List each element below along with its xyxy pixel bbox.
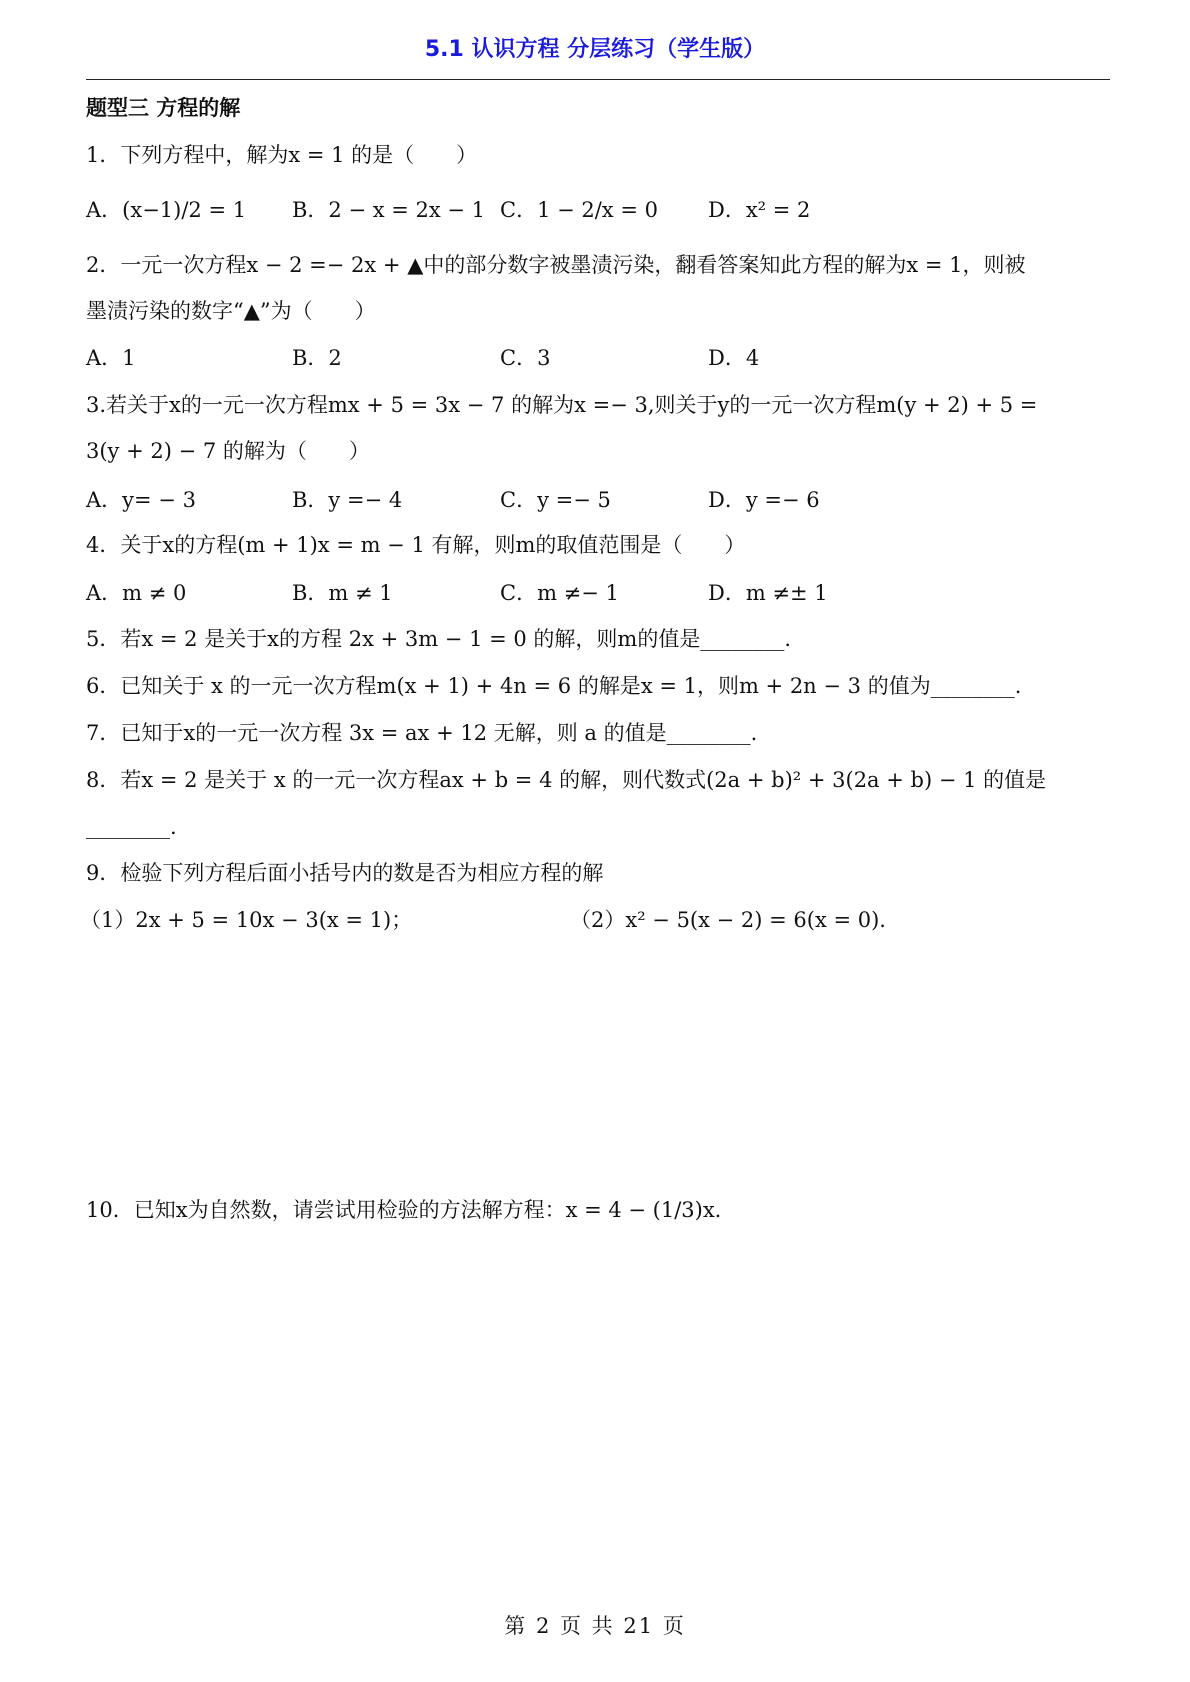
question-10-stem: 10．已知x为自然数，请尝试用检验的方法解方程：x = 4 − (1/3)x. <box>86 1198 722 1222</box>
question-1-option-b: B．2 − x = 2x − 1 <box>292 198 486 222</box>
question-4-stem: 4．关于x的方程(m + 1)x = m − 1 有解，则m的取值范围是（ ） <box>86 533 746 557</box>
page-header-title: 5.1 认识方程 分层练习（学生版） <box>424 37 766 62</box>
question-3-stem-line-1: 3.若关于x的一元一次方程mx + 5 = 3x − 7 的解为x =− 3,则关于y的一元一次方程m(y + 2) + 5 = <box>86 393 1038 417</box>
question-9-part-2: （2）x² − 5(x − 2) = 6(x = 0). <box>570 908 886 932</box>
question-1-option-c: C．1 − 2/x = 0 <box>500 198 658 222</box>
question-4-option-b: B．m ≠ 1 <box>292 581 393 605</box>
question-3-option-b: B．y =− 4 <box>292 488 403 512</box>
page-footer: 第 2 页 共 21 页 <box>504 1614 686 1638</box>
question-9-stem: 9．检验下列方程后面小括号内的数是否为相应方程的解 <box>86 861 604 885</box>
question-1-stem: 1．下列方程中，解为x = 1 的是（ ） <box>86 143 478 167</box>
question-2-stem-line-2: 墨渍污染的数字“▲”为（ ） <box>86 299 376 323</box>
question-4-option-a: A．m ≠ 0 <box>86 581 187 605</box>
question-7-stem: 7．已知于x的一元一次方程 3x = ax + 12 无解，则 a 的值是________. <box>86 721 758 745</box>
header-divider <box>86 79 1110 80</box>
question-2-option-c: C．3 <box>500 346 551 370</box>
question-2-option-d: D．4 <box>708 346 760 370</box>
question-2-option-b: B．2 <box>292 346 342 370</box>
question-3-stem-line-2: 3(y + 2) − 7 的解为（ ） <box>86 439 370 463</box>
question-4-option-d: D．m ≠± 1 <box>708 581 828 605</box>
question-3-option-d: D．y =− 6 <box>708 488 820 512</box>
question-1-option-a: A．(x−1)/2 = 1 <box>86 198 247 222</box>
question-5-stem: 5．若x = 2 是关于x的方程 2x + 3m − 1 = 0 的解，则m的值是________. <box>86 627 792 651</box>
question-2-stem-line-1: 2．一元一次方程x − 2 =− 2x + ▲中的部分数字被墨渍污染，翻看答案知此方程的解为x = 1，则被 <box>86 253 1026 277</box>
question-3-option-a: A．y= − 3 <box>86 488 196 512</box>
question-6-stem: 6．已知关于 x 的一元一次方程m(x + 1) + 4n = 6 的解是x = 1，则m + 2n − 3 的值为________. <box>86 674 1022 698</box>
question-4-option-c: C．m ≠− 1 <box>500 581 619 605</box>
question-8-stem-line-2: ________. <box>86 815 177 839</box>
question-1-option-d: D．x² = 2 <box>708 198 811 222</box>
question-3-option-c: C．y =− 5 <box>500 488 611 512</box>
question-9-part-1: （1）2x + 5 = 10x − 3(x = 1)； <box>80 908 413 932</box>
section-title: 题型三 方程的解 <box>86 96 241 120</box>
question-2-option-a: A．1 <box>86 346 136 370</box>
question-8-stem-line-1: 8．若x = 2 是关于 x 的一元一次方程ax + b = 4 的解，则代数式(2a + b)² + 3(2a + b) − 1 的值是 <box>86 768 1047 792</box>
